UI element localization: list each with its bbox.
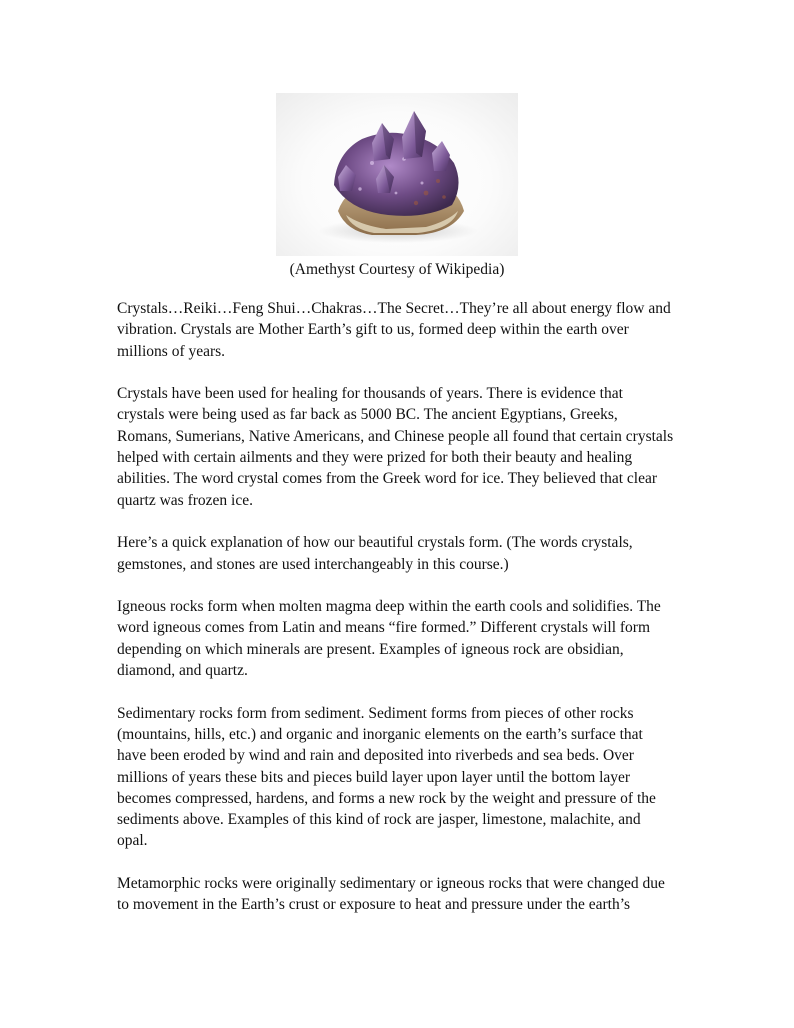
text-line: depending on which minerals are present. Examples of igneous rock are obsidian,: [117, 640, 624, 658]
text-line: diamond, and quartz.: [117, 662, 248, 680]
paragraph-history: [117, 383, 697, 511]
paragraph-igneous: [117, 596, 697, 681]
text-line: gemstones, and stones are used interchangeably in this course.): [117, 555, 509, 573]
paragraph-sedimentary: [117, 703, 697, 852]
text-line: Crystals…Reiki…Feng Shui…Chakras…The Secret…They’re all about energy flow and: [117, 300, 671, 317]
text-line: have been eroded by wind and rain and deposited into riverbeds and sea beds. Over: [117, 747, 634, 765]
text-line: vibration. Crystals are Mother Earth’s gift to us, formed deep within the earth over: [117, 321, 629, 339]
text-line: millions of years these bits and pieces build layer upon layer until the bottom layer: [117, 768, 631, 786]
text-line: Metamorphic rocks were originally sedimentary or igneous rocks that were changed due: [117, 875, 665, 893]
amethyst-crystal-image: [276, 93, 518, 256]
text-line: millions of years.: [117, 342, 226, 360]
text-line: Igneous rocks form when molten magma deep within the earth cools and solidifies. The: [117, 598, 661, 616]
text-line: Here’s a quick explanation of how our beautiful crystals form. (The words crystals,: [117, 534, 633, 552]
figure-caption: (Amethyst Courtesy of Wikipedia): [289, 261, 505, 278]
paragraph-explanation: [117, 532, 697, 575]
paragraph-intro: [117, 298, 697, 362]
text-line: to movement in the Earth’s crust or exposure to heat and pressure under the earth’s: [117, 896, 631, 914]
text-line: becomes compressed, hardens, and forms a new rock by the weight and pressure of the: [117, 789, 656, 807]
text-line: sediments above. Examples of this kind of rock are jasper, limestone, malachite, and: [117, 811, 641, 829]
text-line: helped with certain ailments and they were prized for both their beauty and healing: [117, 449, 633, 467]
text-line: Sedimentary rocks form from sediment. Sediment forms from pieces of other rocks: [117, 704, 634, 722]
paragraph-metamorphic: [117, 873, 697, 916]
text-line: opal.: [117, 832, 148, 850]
text-line: word igneous comes from Latin and means “fire formed.” Different crystals will form: [117, 619, 651, 637]
text-line: Crystals have been used for healing for thousands of years. There is evidence that: [117, 385, 623, 403]
text-line: quartz was frozen ice.: [117, 491, 253, 509]
text-line: abilities. The word crystal comes from the Greek word for ice. They believed that clear: [117, 470, 658, 488]
amethyst-photo: [276, 93, 518, 256]
text-line: (mountains, hills, etc.) and organic and inorganic elements on the earth’s surface that: [117, 725, 643, 743]
text-line: crystals were being used as far back as 5000 BC. The ancient Egyptians, Greeks,: [117, 406, 618, 424]
text-line: Romans, Sumerians, Native Americans, and Chinese people all found that certain crystals: [117, 427, 674, 445]
article-body: [117, 298, 697, 916]
